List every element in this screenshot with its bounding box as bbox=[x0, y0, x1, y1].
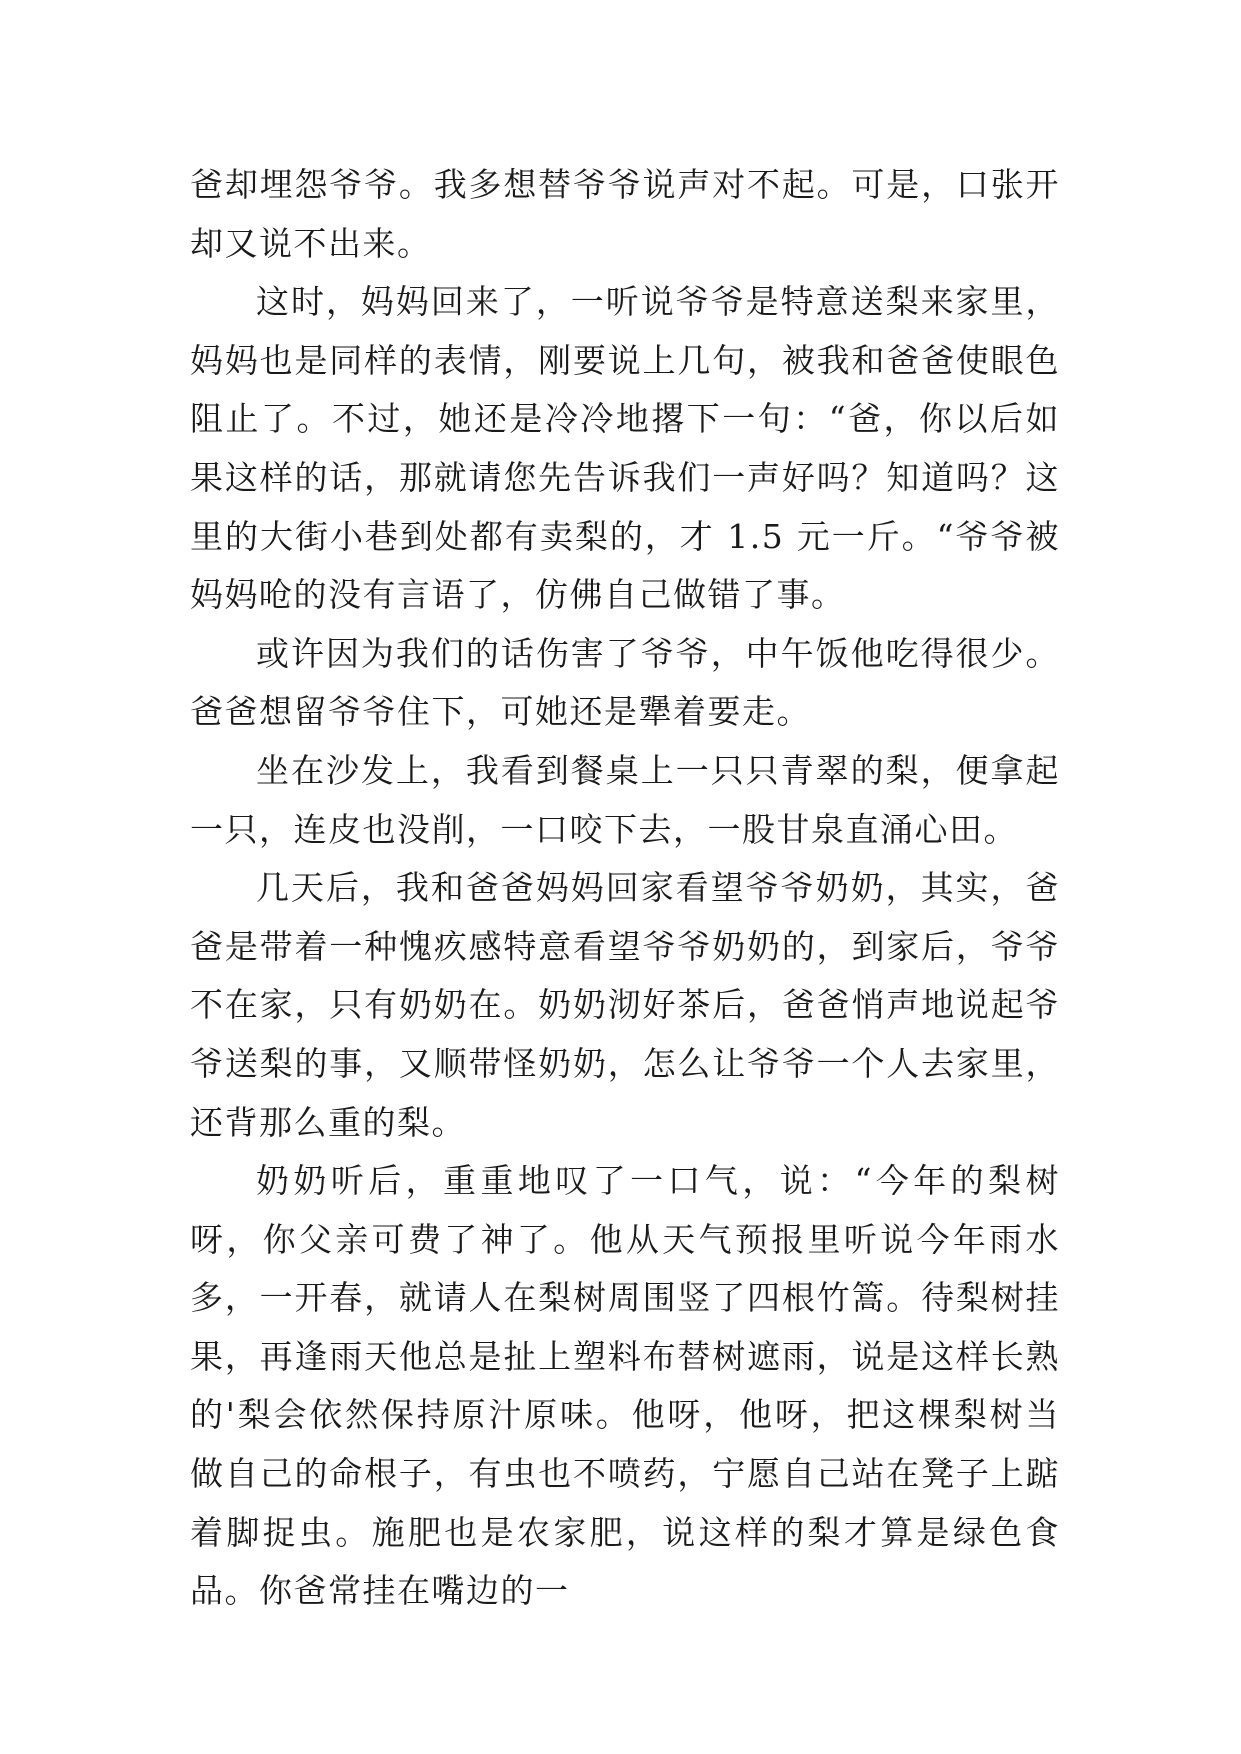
paragraph: 奶奶听后，重重地叹了一口气，说：“今年的梨树呀，你父亲可费了神了。他从天气预报里听说今年雨水多，一开春，就请人在梨树周围竖了四根竹篙。待梨树挂果，再逢雨天他总是扯上塑料布替树遮雨，说是这样长熟的'梨会依然保持原汁原味。他呀，他呀，把这棵梨树当做自己的命根子，有虫也不喷药，宁愿自己站在凳子上踮着脚捉虫。施肥也是农家肥，说这样的梨才算是绿色食品。你爸常挂在嘴边的一 bbox=[190, 1161, 1060, 1611]
paragraph: 几天后，我和爸爸妈妈回家看望爷爷奶奶，其实，爸爸是带着一种愧疚感特意看望爷爷奶奶的，到家后，爷爷不在家，只有奶奶在。奶奶沏好茶后，爸爸悄声地说起爷爷送梨的事，又顺带怪奶奶，怎么让爷爷一个人去家里，还背那么重的梨。 bbox=[190, 868, 1060, 1142]
body-text bbox=[190, 156, 1060, 1621]
paragraph: 这时，妈妈回来了，一听说爷爷是特意送梨来家里，妈妈也是同样的表情，刚要说上几句，被我和爸爸使眼色阻止了。不过，她还是冷冷地撂下一句：“爸，你以后如果这样的话，那就请您先告诉我们一声好吗？知道吗？这里的大街小巷到处都有卖梨的，才 1.5 元一斤。“爷爷被妈妈呛的没有言语了，仿佛自己做错了事。 bbox=[190, 282, 1060, 615]
paragraph-continued: 爸却埋怨爷爷。我多想替爷爷说声对不起。可是，口张开却又说不出来。 bbox=[190, 165, 1060, 263]
paragraph: 或许因为我们的话伤害了爷爷，中午饭他吃得很少。爸爸想留爷爷住下，可她还是犟着要走。 bbox=[190, 633, 1060, 732]
paragraph: 坐在沙发上，我看到餐桌上一只只青翠的梨，便拿起一只，连皮也没削，一口咬下去，一股甘泉直涌心田。 bbox=[190, 750, 1060, 849]
